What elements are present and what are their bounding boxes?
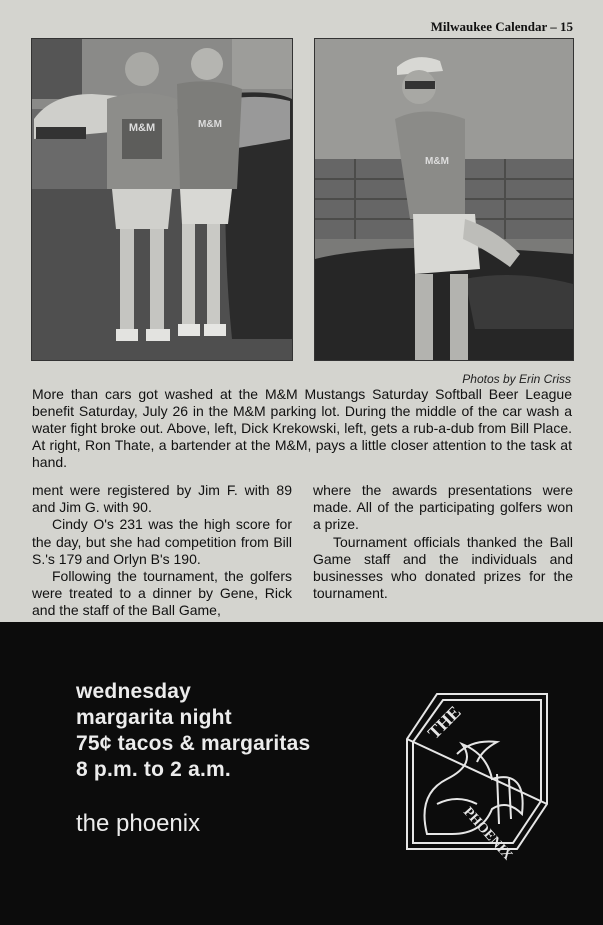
article-paragraph: ment were registered by Jim F. with 89 and Jim G. with 90. [32,482,292,516]
shirt-text-right: M&M [425,156,449,167]
article-column-left [32,482,292,620]
photo-two-men-illustration [32,39,292,360]
shirt-text-left-2: M&M [198,119,222,130]
shirt-text-left-1: M&M [128,122,156,134]
photo-bartender-illustration [315,39,573,360]
photo-car-wash-left [31,38,293,361]
ad-headline [76,679,310,783]
ad-line-hours: 8 p.m. to 2 a.m. [76,758,231,781]
photo-caption: More than cars got washed at the M&M Mustangs Saturday Softball Beer League benefit Saturday, July 26 in the M&M parking lot. During the middle of the car wash a water fight broke out. Above, left, Dick Krekowski, left, gets a rub-a-dub from Bill Place. At right, Ron Thate, a bartender at the M&M, pays a little closer attention to the task at hand. [32,386,572,470]
article-paragraph: Tournament officials thanked the Ball Game staff and the individuals and businesses who donated prizes for the tournament. [313,533,573,602]
article-column-right [313,482,573,602]
logo-text-top: THE [423,701,465,743]
ad-line-special: 75¢ tacos & margaritas [76,732,311,755]
logo-text-bottom: PHOENIX [460,804,515,864]
article-paragraph: Cindy O's 231 was the high score for the day, but she had competition from Bill S.'s 179 and Orlyn B's 190. [32,516,292,567]
photo-car-wash-right [314,38,574,361]
phoenix-advertisement [0,622,603,925]
phoenix-logo [397,684,555,864]
photo-credit: Photos by Erin Criss [462,372,571,386]
page-header: Milwaukee Calendar – 15 [430,19,573,34]
ad-line-day: wednesday [76,680,192,703]
article-paragraph: where the awards presentations were made. All of the participating golfers won a prize. [313,482,573,533]
phoenix-logo-graphic [397,684,555,864]
ad-line-event: margarita night [76,706,232,729]
article-paragraph: Following the tournament, the golfers were treated to a dinner by Gene, Rick and the staff of the Ball Game, [32,568,292,619]
ad-business-name: the phoenix [76,810,201,837]
